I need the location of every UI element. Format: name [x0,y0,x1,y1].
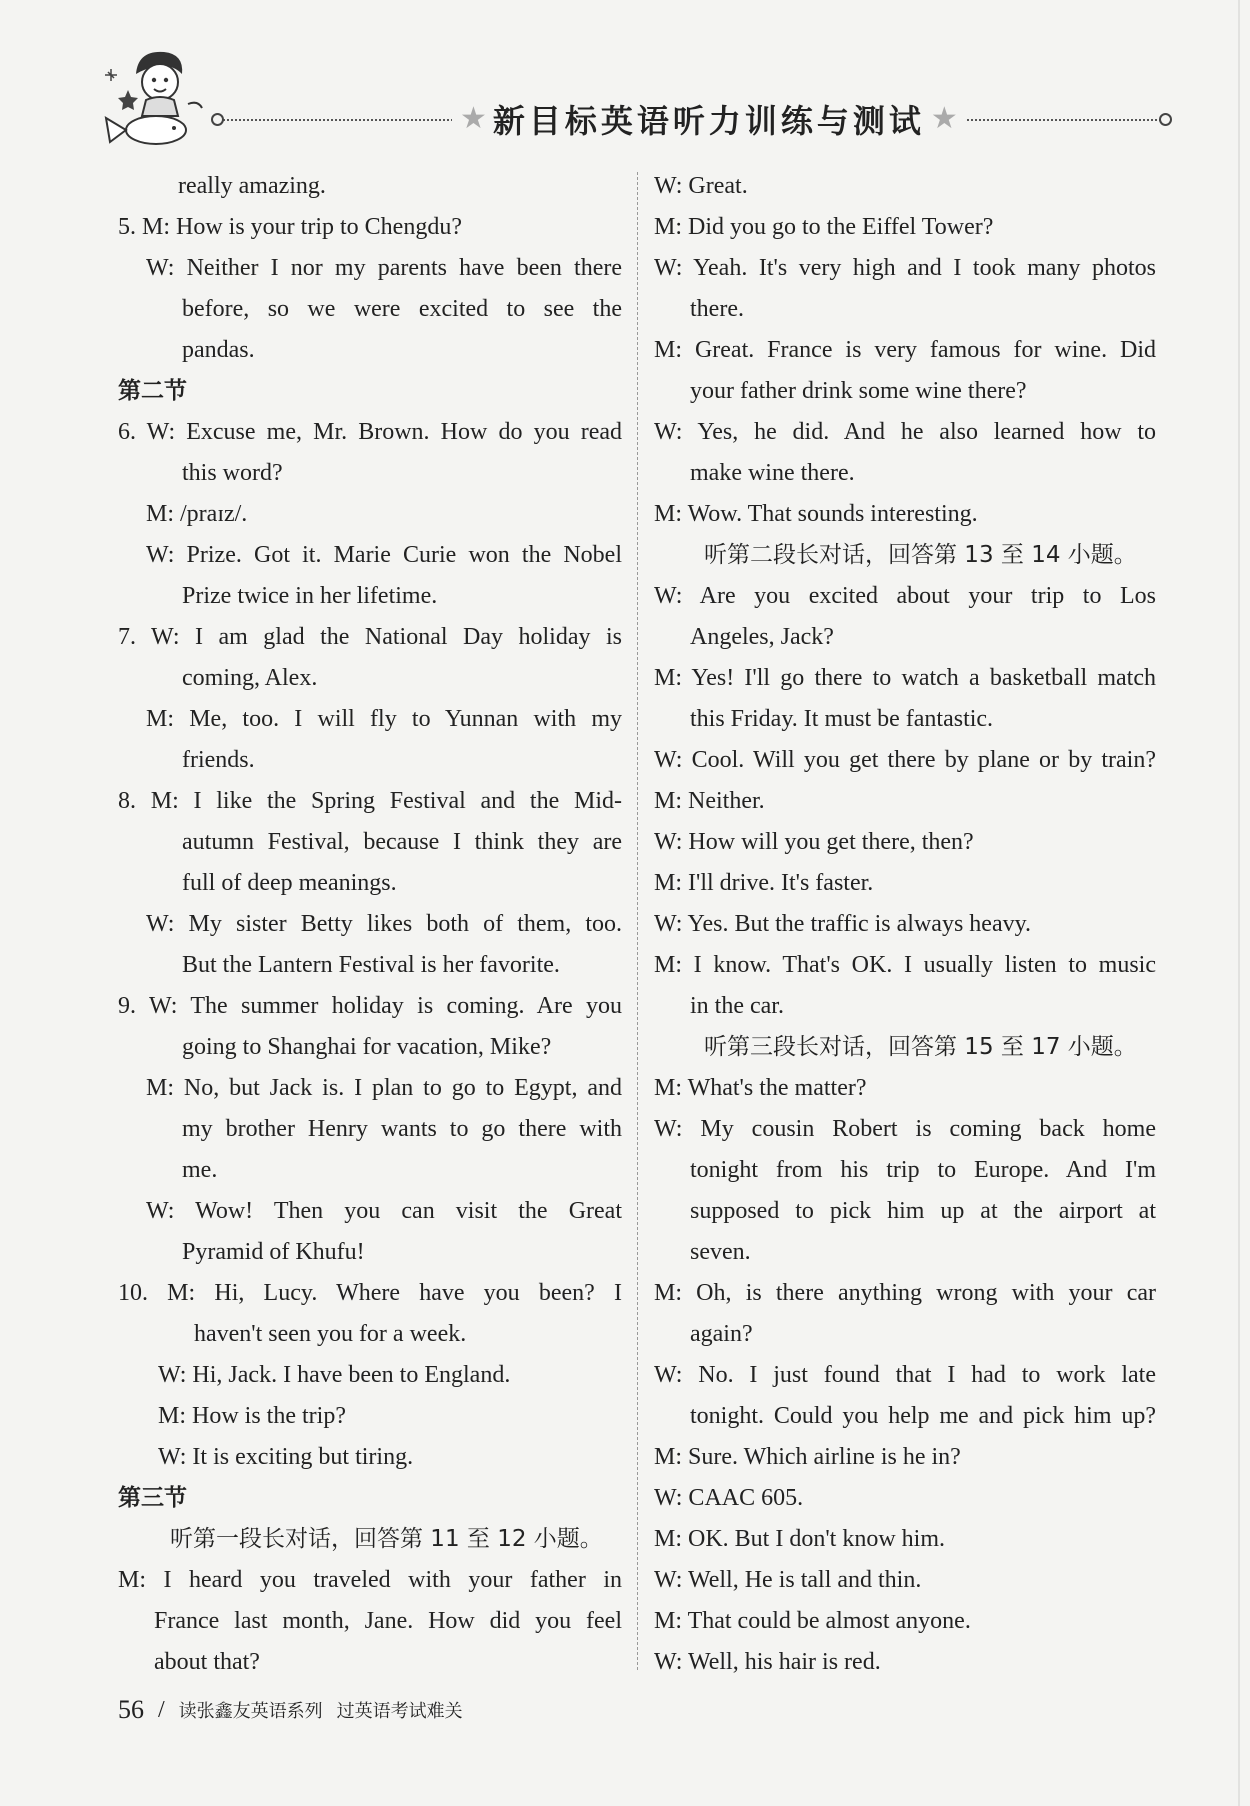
header-title-wrap [452,98,966,140]
dialogue-line: W: CAAC 605. [654,1485,804,1511]
dialogue-line: really amazing. [178,173,326,199]
dialogue-line: M: Neither. [654,788,765,814]
dialogue-line: W: It is exciting but tiring. [158,1444,414,1470]
dialogue-line: autumn Festival, because I think they are [182,829,622,855]
dialogue-line: 10. M: Hi, Lucy. Where have you been? I [118,1280,622,1306]
left-column [118,166,622,1683]
dialogue-line: W: Cool. Will you get there by plane or by train? [654,747,1156,773]
star-icon: ★ [460,101,487,136]
rule-end-dot [211,113,224,126]
dialogue-line: about that? [154,1649,260,1675]
dialogue-line: friends. [182,747,255,773]
dialogue-line: this word? [182,460,283,486]
dialogue-line: M: I know. That's OK. I usually listen to music [654,952,1156,978]
dialogue-line: me. [182,1157,218,1183]
dialogue-line: before, so we were excited to see the [182,296,622,322]
dialogue-line: M: OK. But I don't know him. [654,1526,945,1552]
dialogue-line: tonight. Could you help me and pick him up? [690,1403,1156,1429]
dialogue-line: W: Great. [654,173,748,199]
dialogue-line: W: Are you excited about your trip to Los [654,583,1156,609]
dialogue-line: again? [690,1321,753,1347]
dialogue-line: make wine there. [690,460,855,486]
dialogue-line: Angeles, Jack? [690,624,834,650]
dialogue-line: France last month, Jane. How did you feel [154,1608,622,1634]
dialogue-line: 7. W: I am glad the National Day holiday is [118,624,622,650]
dialogue-line: 9. W: The summer holiday is coming. Are you [118,993,622,1019]
dialogue-line: M: Wow. That sounds interesting. [654,501,978,527]
dialogue-line: coming, Alex. [182,665,318,691]
dialogue-line: this Friday. It must be fantastic. [690,706,994,732]
dialogue-line: going to Shanghai for vacation, Mike? [182,1034,552,1060]
dialogue-line: M: That could be almost anyone. [654,1608,971,1634]
dialogue-line: full of deep meanings. [182,870,397,896]
dialogue-line: But the Lantern Festival is her favorite. [182,952,560,978]
page-number: 56 [118,1695,144,1724]
instruction-line: 听第三段长对话，回答第 15 至 17 小题。 [704,1034,1137,1060]
dialogue-line: haven't seen you for a week. [194,1321,467,1347]
right-column [654,166,1156,1683]
dialogue-line: 5. M: How is your trip to Chengdu? [118,214,462,240]
dialogue-line: in the car. [690,993,784,1019]
dialogue-line: pandas. [182,337,255,363]
instruction-line: 听第二段长对话，回答第 13 至 14 小题。 [704,542,1137,568]
dialogue-line: W: Yes. But the traffic is always heavy. [654,911,1032,937]
dialogue-line: M: What's the matter? [654,1075,867,1101]
dialogue-line: W: Well, his hair is red. [654,1649,881,1675]
dialogue-line: W: Hi, Jack. I have been to England. [158,1362,511,1388]
dialogue-line: W: Prize. Got it. Marie Curie won the Nobel [146,542,622,568]
dialogue-line: your father drink some wine there? [690,378,1027,404]
page-header [0,0,1250,160]
dialogue-line: Prize twice in her lifetime. [182,583,438,609]
section-heading: 第二节 [118,378,187,404]
dialogue-line: tonight from his trip to Europe. And I'm [690,1157,1156,1183]
dialogue-line: supposed to pick him up at the airport at [690,1198,1156,1224]
dialogue-line: M: Me, too. I will fly to Yunnan with my [146,706,622,732]
dialogue-line: M: Yes! I'll go there to watch a basketball match [654,665,1156,691]
dialogue-line: W: Yes, he did. And he also learned how to [654,419,1156,445]
footer-separator: / [158,1696,165,1723]
rule-end-dot [1159,113,1172,126]
dialogue-line: M: How is the trip? [158,1403,346,1429]
dialogue-line: W: Wow! Then you can visit the Great [146,1198,622,1224]
series-name: 读张鑫友英语系列 [178,1701,323,1722]
dialogue-line: W: Neither I nor my parents have been there [146,255,622,281]
dialogue-line: there. [690,296,744,322]
page-footer [118,1692,463,1728]
dialogue-line: W: Yeah. It's very high and I took many photos [654,255,1156,281]
column-divider [637,172,638,1670]
dialogue-line: 8. M: I like the Spring Festival and the Mid- [118,788,622,814]
dialogue-line: M: Sure. Which airline is he in? [654,1444,961,1470]
dialogue-line: M: /praɪz/. [146,501,248,527]
dialogue-line: M: Did you go to the Eiffel Tower? [654,214,994,240]
instruction-line: 听第一段长对话，回答第 11 至 12 小题。 [170,1526,603,1552]
series-subtitle: 过英语考试难关 [336,1701,463,1722]
dialogue-line: M: I'll drive. It's faster. [654,870,874,896]
dialogue-line: M: Oh, is there anything wrong with your car [654,1280,1156,1306]
dialogue-line: W: My sister Betty likes both of them, too. [146,911,622,937]
book-title: 新目标英语听力训练与测试 [492,102,925,140]
dialogue-line: seven. [690,1239,751,1265]
page-edge [1238,0,1240,1806]
dialogue-line: W: My cousin Robert is coming back home [654,1116,1156,1142]
dialogue-line: W: How will you get there, then? [654,829,974,855]
dialogue-line: M: I heard you traveled with your father in [118,1567,622,1593]
dialogue-line: 6. W: Excuse me, Mr. Brown. How do you read [118,419,622,445]
dialogue-line: Pyramid of Khufu! [182,1239,365,1265]
dialogue-line: my brother Henry wants to go there with [182,1116,622,1142]
boy-mascot-icon [98,44,218,154]
star-icon: ★ [930,101,958,136]
dialogue-line: W: Well, He is tall and thin. [654,1567,922,1593]
dialogue-line: W: No. I just found that I had to work late [654,1362,1156,1388]
dialogue-line: M: Great. France is very famous for wine. Did [654,337,1156,363]
section-heading: 第三节 [118,1485,187,1511]
dialogue-line: M: No, but Jack is. I plan to go to Egypt, and [146,1075,622,1101]
